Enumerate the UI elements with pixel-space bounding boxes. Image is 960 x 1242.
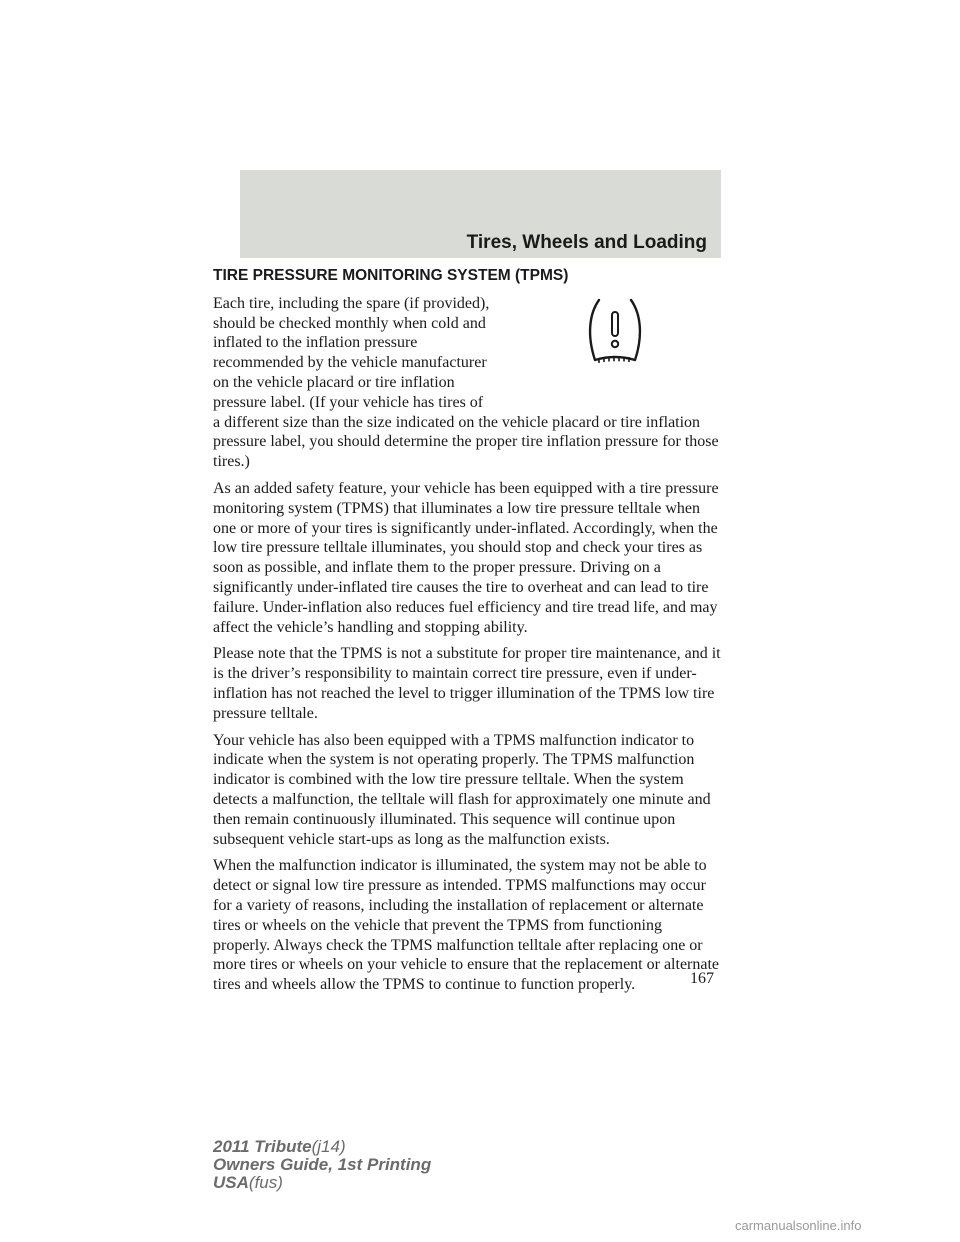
main-content [213, 266, 721, 1002]
footer-model: 2011 Tribute [213, 1137, 312, 1156]
tire-pressure-warning-icon [585, 296, 645, 368]
page-number: 167 [690, 970, 714, 987]
footer-line-3 [213, 1174, 431, 1192]
footer [213, 1138, 431, 1192]
watermark-link[interactable]: carmanualsonline.info [735, 1218, 862, 1233]
paragraph-1: Each tire, including the spare (if provided), should be checked monthly when cold and inflated to the inflation pressure recommended by the vehicle manufacturer on the vehicle placard or tire inflation pressure label. (If your vehicle has tires of a different size than the size indicated on the vehicle placard or tire inflation pressure label, you should determine the proper tire inflation pressure for those tires.) [213, 294, 719, 471]
footer-model-code: (j14) [311, 1137, 346, 1156]
paragraph-5: When the malfunction indicator is illuminated, the system may not be able to detect or signal low tire pressure as intended. TPMS malfunctions may occur for a variety of reasons, including the installation of replacement or alternate tires or wheels on the vehicle that prevent the TPMS from functioning properly. Always check the TPMS malfunction telltale after replacing one or more tires or wheels on your vehicle to ensure that the replacement or alternate tires and wheels allow the TPMS to continue to function properly. [213, 857, 720, 994]
footer-line-2 [213, 1156, 431, 1174]
section-title: Tires, Wheels and Loading [466, 232, 707, 253]
section-header-band [240, 170, 721, 258]
footer-market-code: (fus) [248, 1173, 283, 1192]
paragraph-2: As an added safety feature, your vehicle has been equipped with a tire pressure monitoring system (TPMS) that illuminates a low tire pressure telltale when one or more of your tires is significantly under-inflated. Accordingly, when the low tire pressure telltale illuminates, you should stop and check your tires as soon as possible, and inflate them to the proper pressure. Driving on a significantly under-inflated tire causes the tire to overheat and can lead to tire failure. Under-inflation also reduces fuel efficiency and tire tread life, and may affect the vehicle’s handling and stopping ability. [213, 479, 719, 636]
tpms-icon-container [501, 294, 721, 394]
footer-line-1 [213, 1138, 431, 1156]
footer-printing: Owners Guide, 1st Printing [213, 1155, 432, 1174]
section-heading: TIRE PRESSURE MONITORING SYSTEM (TPMS) [213, 267, 569, 284]
paragraph-3: Please note that the TPMS is not a substitute for proper tire maintenance, and it is the driver’s responsibility to maintain correct tire pressure, even if under-inflation has not reached the level to trigger illumination of the TPMS low tire pressure telltale. [213, 645, 721, 722]
paragraph-4: Your vehicle has also been equipped with a TPMS malfunction indicator to indicate when the system is not operating properly. The TPMS malfunction indicator is combined with the low tire pressure telltale. When the system detects a malfunction, the telltale will flash for approximately one minute and then remain continuously illuminated. This sequence will continue upon subsequent vehicle start-ups as long as the malfunction exists. [213, 731, 711, 848]
footer-market: USA [213, 1173, 249, 1192]
